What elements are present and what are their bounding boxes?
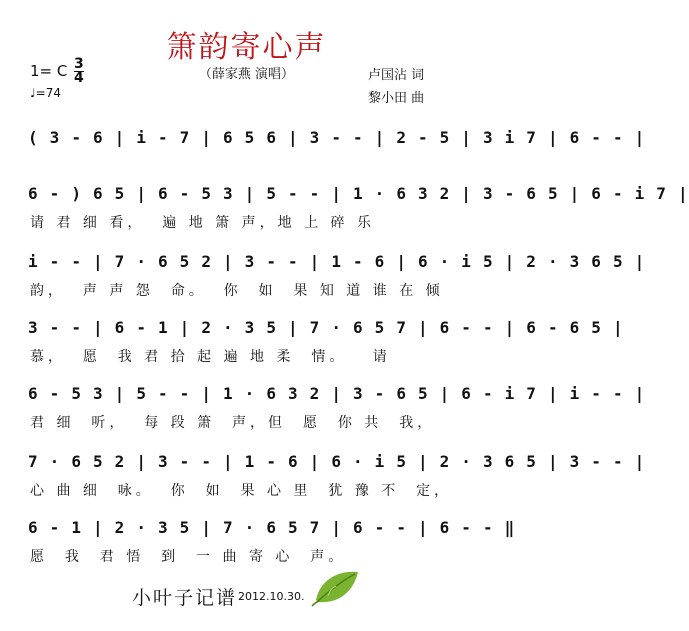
- time-signature-top: 3: [74, 56, 84, 72]
- lyric-line: 君 细 听， 每 段 箫 声，但 愿 你 共 我，: [30, 415, 436, 431]
- notation-line: 6 - 5 3 | 5 - - | 1 · 6 3 2 | 3 - 6 5 | 6 - i 7 | i - - |: [28, 384, 646, 403]
- key-signature: 1= C: [30, 62, 68, 80]
- time-signature-bottom: 4: [74, 70, 84, 86]
- notation-line: ( 3 - 6 | i - 7 | 6 5 6 | 3 - - | 2 - 5 | 3 i 7 | 6 - - |: [28, 128, 646, 147]
- notation-line: 6 - 1 | 2 · 3 5 | 7 · 6 5 7 | 6 - - | 6 - - ‖: [28, 518, 516, 537]
- notation-line: 3 - - | 6 - 1 | 2 · 3 5 | 7 · 6 5 7 | 6 - - | 6 - 6 5 |: [28, 318, 624, 337]
- performer-credit: （薛家燕 演唱）: [198, 67, 295, 82]
- notation-line: 7 · 6 5 2 | 3 - - | 1 - 6 | 6 · i 5 | 2 · 3 6 5 | 3 - - |: [28, 452, 646, 471]
- transcriber-signature: 小叶子记谱: [132, 587, 238, 609]
- lyric-line: 愿 我 君 悟 到 一 曲 寄 心 声。: [30, 549, 347, 565]
- time-signature: [74, 58, 84, 85]
- song-title: 箫韵寄心声: [166, 30, 327, 65]
- lyric-line: 慕， 愿 我 君 拾 起 遍 地 柔 情。 请: [30, 349, 391, 365]
- tempo-marking: ♩=74: [30, 86, 61, 100]
- lyricist-credit: 卢国沾 词: [368, 68, 425, 83]
- lyric-line: 心 曲 细 咏。 你 如 果 心 里 犹 豫 不 定，: [30, 483, 453, 499]
- leaf-icon: [310, 566, 362, 608]
- lyric-line: 请 君 细 看， 遍 地 箫 声，地 上 碎 乐: [30, 215, 375, 231]
- lyric-line: 韵， 声 声 怨 命。 你 如 果 知 道 谁 在 倾: [30, 283, 444, 299]
- notation-line: 6 - ) 6 5 | 6 - 5 3 | 5 - - | 1 · 6 3 2 | 3 - 6 5 | 6 - i 7 |: [28, 184, 689, 203]
- composer-credit: 黎小田 曲: [368, 91, 425, 106]
- notation-line: i - - | 7 · 6 5 2 | 3 - - | 1 - 6 | 6 · i 5 | 2 · 3 6 5 |: [28, 252, 646, 271]
- transcription-date: 2012.10.30.: [238, 590, 305, 603]
